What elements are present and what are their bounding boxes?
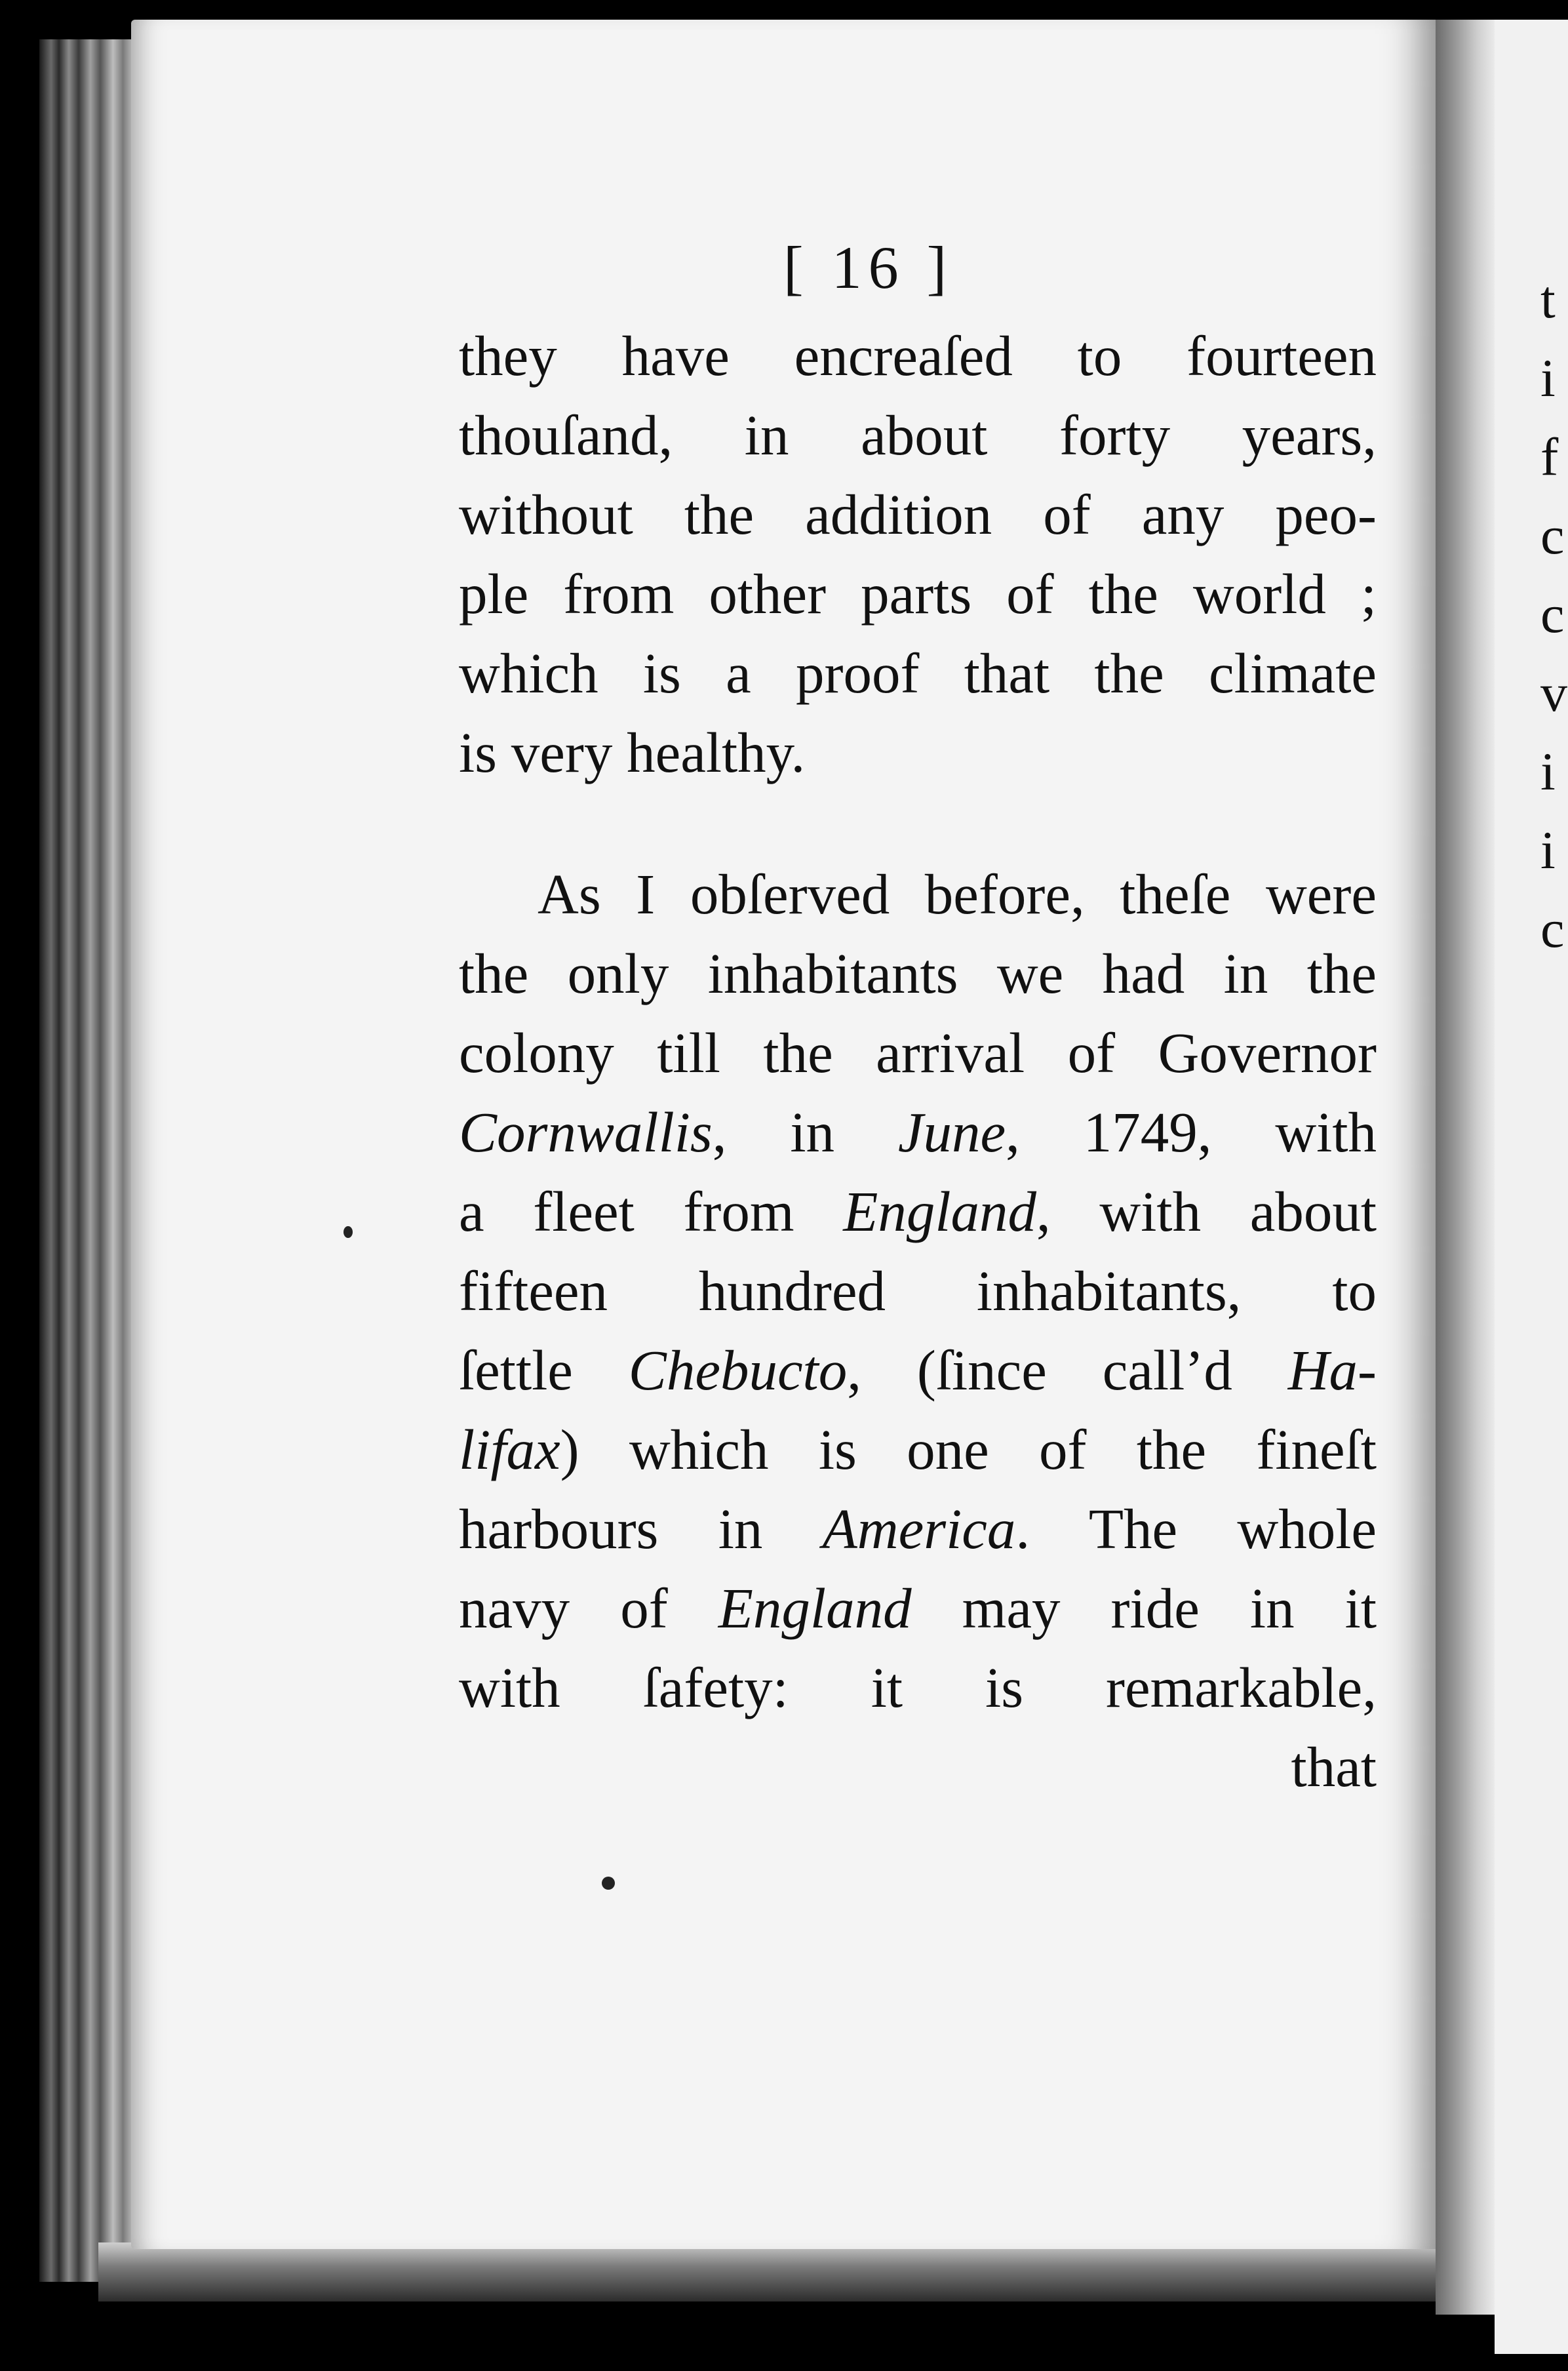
text-line: the only inhabitants we had in the	[459, 942, 1377, 1005]
ink-speck	[602, 1877, 615, 1890]
italic-place: Chebucto	[628, 1338, 848, 1402]
gutter-shadow	[1436, 20, 1495, 2315]
ink-speck	[343, 1226, 353, 1238]
facing-fragment: c	[1540, 584, 1565, 644]
facing-fragment: i	[1540, 742, 1556, 801]
italic-place: lifax	[459, 1418, 560, 1481]
italic-place: England	[843, 1180, 1037, 1243]
text-line: is very healthy.	[459, 721, 806, 784]
text-line: with ſafety: it is remarkable,	[459, 1656, 1377, 1719]
catchword: that	[1291, 1735, 1377, 1799]
facing-fragment: v	[1540, 663, 1567, 723]
text-line: which is a proof that the climate	[459, 641, 1377, 705]
italic-place: England	[718, 1576, 912, 1640]
text-line: colony till the arrival of Governor	[459, 1021, 1377, 1085]
italic-place: Ha-	[1287, 1338, 1377, 1402]
italic-place: America	[822, 1497, 1016, 1561]
paragraph-break	[459, 792, 1377, 854]
text-line: ple from other parts of the world ;	[459, 562, 1377, 626]
page-number-header: [ 16 ]	[783, 234, 954, 301]
page-body-text	[459, 316, 1377, 1806]
text-line: they have encreaſed to fourteen	[459, 324, 1377, 388]
facing-page	[1495, 20, 1568, 2354]
text-line: without the addition of any peo-	[459, 483, 1377, 546]
facing-fragment: c	[1540, 506, 1565, 565]
text-line: harbours in America. The whole	[459, 1497, 1377, 1561]
text-line-indented: As I obſerved before, theſe were	[538, 862, 1377, 926]
text-line: Cornwallis, in June, 1749, with	[459, 1100, 1377, 1164]
facing-fragment: c	[1540, 899, 1565, 959]
page-edges-bottom	[98, 2242, 1442, 2301]
text-line: thouſand, in about forty years,	[459, 403, 1377, 467]
facing-fragment: t	[1540, 269, 1556, 329]
text-line: fifteen hundred inhabitants, to	[459, 1259, 1377, 1323]
facing-fragment: f	[1540, 427, 1559, 487]
text-line: ſettle Chebucto, (ſince call’d Ha-	[459, 1338, 1377, 1402]
italic-name: Cornwallis	[459, 1100, 713, 1164]
text-line: navy of England may ride in it	[459, 1576, 1377, 1640]
text-line: a fleet from England, with about	[459, 1180, 1377, 1243]
facing-fragment: i	[1540, 820, 1556, 880]
page-edges	[39, 39, 138, 2282]
text-line: lifax) which is one of the fineſt	[459, 1418, 1377, 1481]
facing-fragment: i	[1540, 348, 1556, 408]
italic-month: June	[897, 1100, 1006, 1164]
